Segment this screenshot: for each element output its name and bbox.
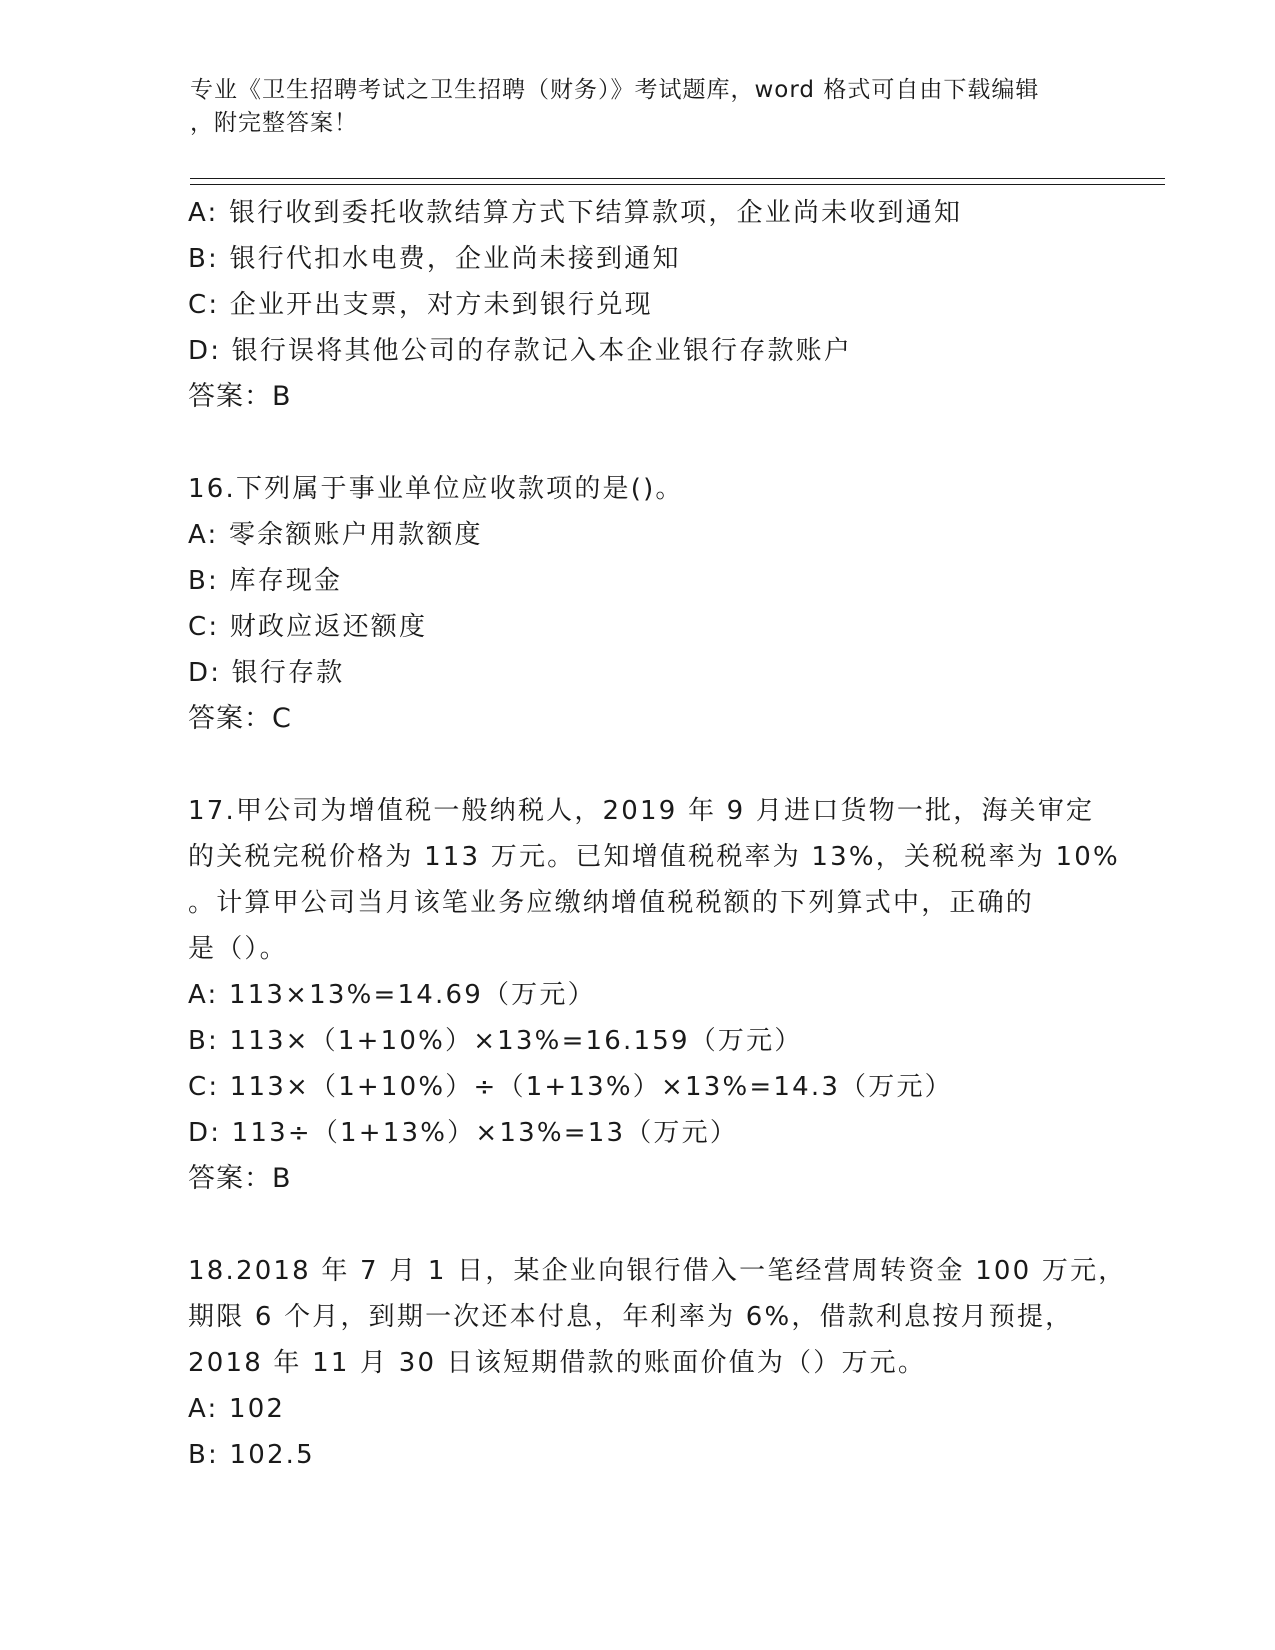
header-divider-top [190,178,1165,179]
option-a: A: 113×13%=14.69（万元） [188,980,596,1010]
question-gap [188,742,1088,788]
question-gap [188,1202,1088,1248]
header-title-line2: ，附完整答案！ [190,110,358,136]
question-15 [188,190,1088,420]
option-c: C: 财政应返还额度 [188,612,428,642]
option-b: B: 银行代扣水电费，企业尚未接到通知 [188,244,681,274]
document-header [190,74,1070,140]
option-a: A: 102 [188,1394,286,1424]
question-stem-line: 。计算甲公司当月该笔业务应缴纳增值税税额的下列算式中，正确的 [188,888,1035,918]
option-d: D: 银行存款 [188,658,345,688]
answer: 答案：B [188,1163,292,1194]
question-stem-line: 的关税完税价格为 113 万元。已知增值税税率为 13%，关税税率为 10% [188,842,1120,872]
option-b: B: 113×（1+10%）×13%=16.159（万元） [188,1026,803,1056]
question-list [188,190,1127,1478]
question-stem-line: 是（）。 [188,934,288,964]
option-d: D: 银行误将其他公司的存款记入本企业银行存款账户 [188,336,853,366]
question-gap [188,420,1088,466]
question-stem: 16.下列属于事业单位应收款项的是()。 [188,474,684,504]
option-b: B: 102.5 [188,1440,315,1470]
option-d: D: 113÷（1+13%）×13%=13（万元） [188,1118,739,1148]
question-stem-line: 期限 6 个月，到期一次还本付息，年利率为 6%，借款利息按月预提， [188,1302,1074,1332]
answer: 答案：B [188,381,292,412]
header-divider-bottom [190,184,1165,185]
option-c: C: 企业开出支票，对方未到银行兑现 [188,290,653,320]
answer: 答案：C [188,703,292,734]
option-c: C: 113×（1+10%）÷（1+13%）×13%=14.3（万元） [188,1072,953,1102]
question-17 [188,788,1120,1202]
question-stem-line: 18.2018 年 7 月 1 日，某企业向银行借入一笔经营周转资金 100 万元， [188,1256,1127,1286]
question-stem-line: 2018 年 11 月 30 日该短期借款的账面价值为（）万元。 [188,1348,927,1378]
question-stem-line: 17.甲公司为增值税一般纳税人，2019 年 9 月进口货物一批，海关审定 [188,796,1095,826]
question-18 [188,1248,1127,1478]
header-title-line1: 专业《卫生招聘考试之卫生招聘（财务）》考试题库，word 格式可自由下载编辑 [190,77,1040,103]
option-a: A: 银行收到委托收款结算方式下结算款项，企业尚未收到通知 [188,198,963,228]
question-16 [188,466,1088,742]
option-a: A: 零余额账户用款额度 [188,520,483,550]
option-b: B: 库存现金 [188,566,343,596]
